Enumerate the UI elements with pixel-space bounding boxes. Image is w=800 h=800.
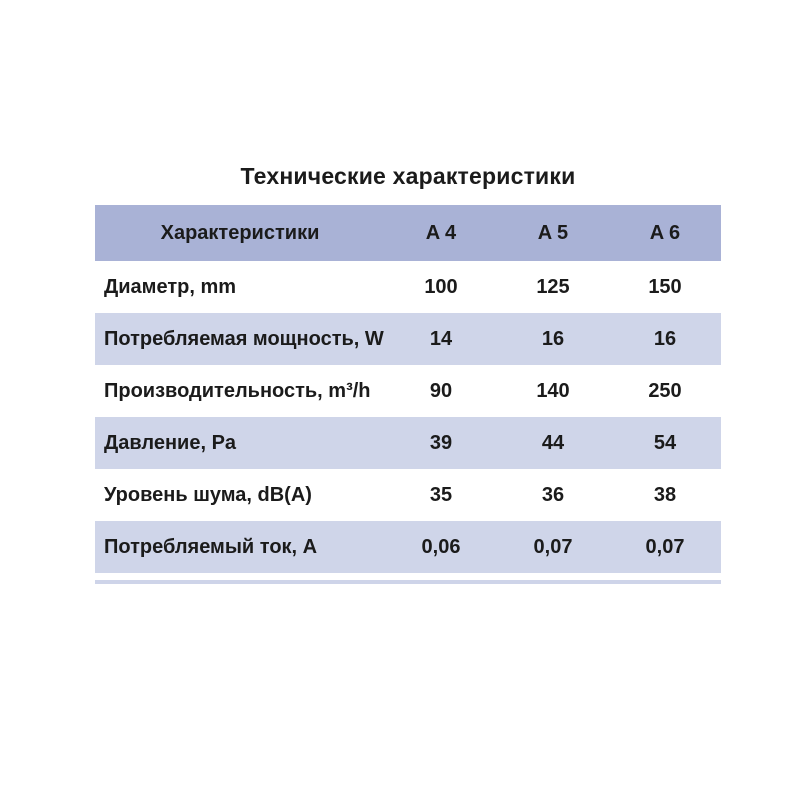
row-label: Потребляемый ток, A [104, 535, 318, 558]
row-value: 16 [541, 327, 565, 350]
header-cell-model-a6: A 6 [649, 221, 681, 244]
row-value: 125 [536, 275, 570, 298]
table-row-noise [95, 469, 721, 521]
row-value: 100 [424, 275, 458, 298]
row-value: 14 [429, 327, 453, 350]
row-label: Производительность, m³/h [104, 379, 371, 402]
row-label: Потребляемая мощность, W [104, 327, 384, 350]
header-cell-characteristics: Характеристики [160, 221, 320, 244]
row-value: 0,07 [645, 535, 685, 558]
row-value: 39 [429, 431, 453, 454]
table-row-pressure [95, 417, 721, 469]
row-value: 150 [648, 275, 682, 298]
row-value: 140 [536, 379, 570, 402]
header-cell-model-a4: A 4 [425, 221, 457, 244]
table-row-power [95, 313, 721, 365]
row-value: 90 [429, 379, 453, 402]
table-row-diameter [95, 261, 721, 313]
row-value: 16 [653, 327, 677, 350]
page-title: Технические характеристики [240, 163, 576, 189]
row-value: 250 [648, 379, 682, 402]
table-bottom-accent-bar [95, 580, 721, 584]
row-value: 36 [541, 483, 565, 506]
table-row-current [95, 521, 721, 573]
row-value: 38 [653, 483, 677, 506]
header-cell-model-a5: A 5 [537, 221, 569, 244]
row-value: 44 [541, 431, 565, 454]
row-value: 0,07 [533, 535, 573, 558]
spec-table [95, 205, 721, 573]
row-label: Диаметр, mm [104, 275, 237, 298]
row-value: 54 [653, 431, 677, 454]
row-value: 35 [429, 483, 453, 506]
row-label: Уровень шума, dB(A) [104, 483, 312, 506]
table-header-row [95, 205, 721, 261]
table-row-airflow [95, 365, 721, 417]
row-label: Давление, Pa [104, 431, 237, 454]
row-value: 0,06 [421, 535, 461, 558]
